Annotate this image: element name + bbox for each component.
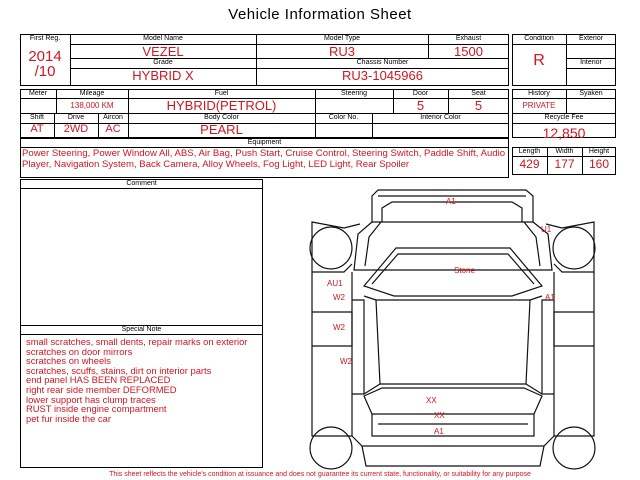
rear-bumper-outline — [352, 436, 554, 446]
length-value: 429 — [519, 157, 540, 171]
interior-label: Interior — [580, 59, 602, 66]
rear-window-outline — [364, 388, 542, 414]
recycle-fee-value: 12,850 — [542, 125, 586, 141]
length-label: Length — [518, 148, 541, 155]
body-color-value: PEARL — [200, 122, 243, 137]
special-note-item: right rear side member DEFORMED — [26, 383, 177, 395]
condition-label: Condition — [524, 35, 554, 42]
front-bumper-outline — [372, 190, 533, 222]
aircon-value: AC — [105, 123, 121, 135]
door-label: Door — [412, 90, 429, 97]
grade-value: HYBRID X — [132, 68, 194, 83]
damage-rear-upper: XX — [426, 396, 437, 405]
model-name-value: VEZEL — [142, 44, 184, 59]
damage-left-front-fender: AU1 — [327, 279, 343, 288]
condition-value: R — [533, 52, 545, 69]
special-note-item: small scratches, small dents, repair marks on exterior — [26, 336, 248, 347]
damage-left-rear-door: W2 — [333, 323, 345, 332]
damage-left-front-door: W2 — [333, 293, 345, 302]
aircon-label: Aircon — [103, 114, 123, 121]
steering-label: Steering — [340, 90, 368, 97]
sheet-title: Vehicle Information Sheet — [228, 6, 412, 23]
fuel-label: Fuel — [214, 90, 229, 97]
mileage-label: Mileage — [79, 90, 105, 97]
seat-value: 5 — [474, 98, 483, 113]
first-reg-year: 2014 — [28, 48, 62, 65]
mileage-value: 138,000 KM — [70, 101, 114, 110]
equipment-list: Power Steering, Power Window All, ABS, Air Bag, Push Start, Cruise Control, Steering Switch, Paddle Shift, Audio Player, Navigation System, Back Camera, Alloy Wheels, Fog Light, LED Light, Rear Spoiler — [22, 148, 506, 170]
chassis-number-value: RU3-1045966 — [342, 68, 423, 83]
damage-right-front: U1 — [541, 225, 552, 234]
width-label: Width — [555, 148, 574, 155]
body-color-label: Body Color — [204, 114, 239, 121]
width-value: 177 — [554, 157, 575, 171]
height-label: Height — [588, 148, 610, 155]
comment-label: Comment — [126, 180, 157, 187]
shift-value: AT — [30, 123, 44, 135]
drive-value: 2WD — [63, 123, 89, 135]
history-label: History — [528, 90, 550, 97]
special-note-item: end panel HAS BEEN REPLACED — [26, 374, 171, 386]
history-value: PRIVATE — [522, 101, 556, 110]
special-note-label: Special Note — [121, 326, 162, 333]
seat-label: Seat — [471, 90, 486, 97]
special-note-item: scratches on door mirrors — [26, 345, 133, 357]
car-damage-diagram — [300, 180, 620, 470]
model-type-label: Model Type — [323, 35, 361, 42]
interior-color-label: Interior Color — [420, 114, 461, 121]
first-reg-month: /10 — [34, 63, 56, 80]
wheel-rear-left-icon — [310, 427, 352, 469]
shift-label: Shift — [29, 114, 44, 121]
disclaimer-footer: This sheet reflects the vehicle's condition at issuance and does not guarantee its current state, functionality, or suitability for any purpose — [109, 471, 531, 478]
equipment-label: Equipment — [247, 139, 282, 146]
special-note-item: lower support has clump traces — [26, 393, 156, 405]
wheel-front-left-icon — [310, 227, 352, 269]
damage-windshield: Stone — [454, 266, 475, 275]
special-note-list — [26, 337, 262, 423]
first-reg-label: First Reg. — [29, 35, 61, 42]
wheel-front-right-icon — [553, 227, 595, 269]
color-no-label: Color No. — [328, 114, 359, 121]
special-note-item: scratches, scuffs, stains, dirt on interior parts — [26, 364, 212, 376]
grade-label: Grade — [153, 59, 173, 66]
damage-rear-bumper: A1 — [434, 427, 444, 436]
special-note-item: pet fur inside the car — [26, 412, 111, 424]
syaken-label: Syaken — [579, 90, 603, 97]
damage-front-top: A1 — [446, 197, 456, 206]
exhaust-label: Exhaust — [455, 35, 482, 42]
model-type-value: RU3 — [328, 44, 355, 59]
damage-right-front-door: A1 — [545, 293, 555, 302]
exhaust-value: 1500 — [454, 44, 483, 59]
wheel-rear-right-icon — [553, 427, 595, 469]
recycle-fee-label: Recycle Fee — [544, 114, 584, 121]
exterior-label: Exterior — [578, 35, 604, 42]
fuel-value: HYBRID(PETROL) — [166, 98, 277, 113]
chassis-number-label: Chassis Number — [356, 59, 409, 66]
model-name-label: Model Name — [143, 35, 183, 42]
meter-label: Meter — [29, 90, 47, 97]
special-note-item: scratches on wheels — [26, 355, 111, 367]
drive-label: Drive — [67, 114, 85, 121]
roof-outline — [376, 300, 530, 384]
height-value: 160 — [588, 157, 610, 171]
door-value: 5 — [416, 98, 425, 113]
damage-left-rear-quarter: W2 — [340, 357, 352, 366]
special-note-item: RUST inside engine compartment — [26, 403, 167, 415]
damage-rear-lower: XX — [434, 411, 445, 420]
windshield-outline — [364, 248, 542, 296]
